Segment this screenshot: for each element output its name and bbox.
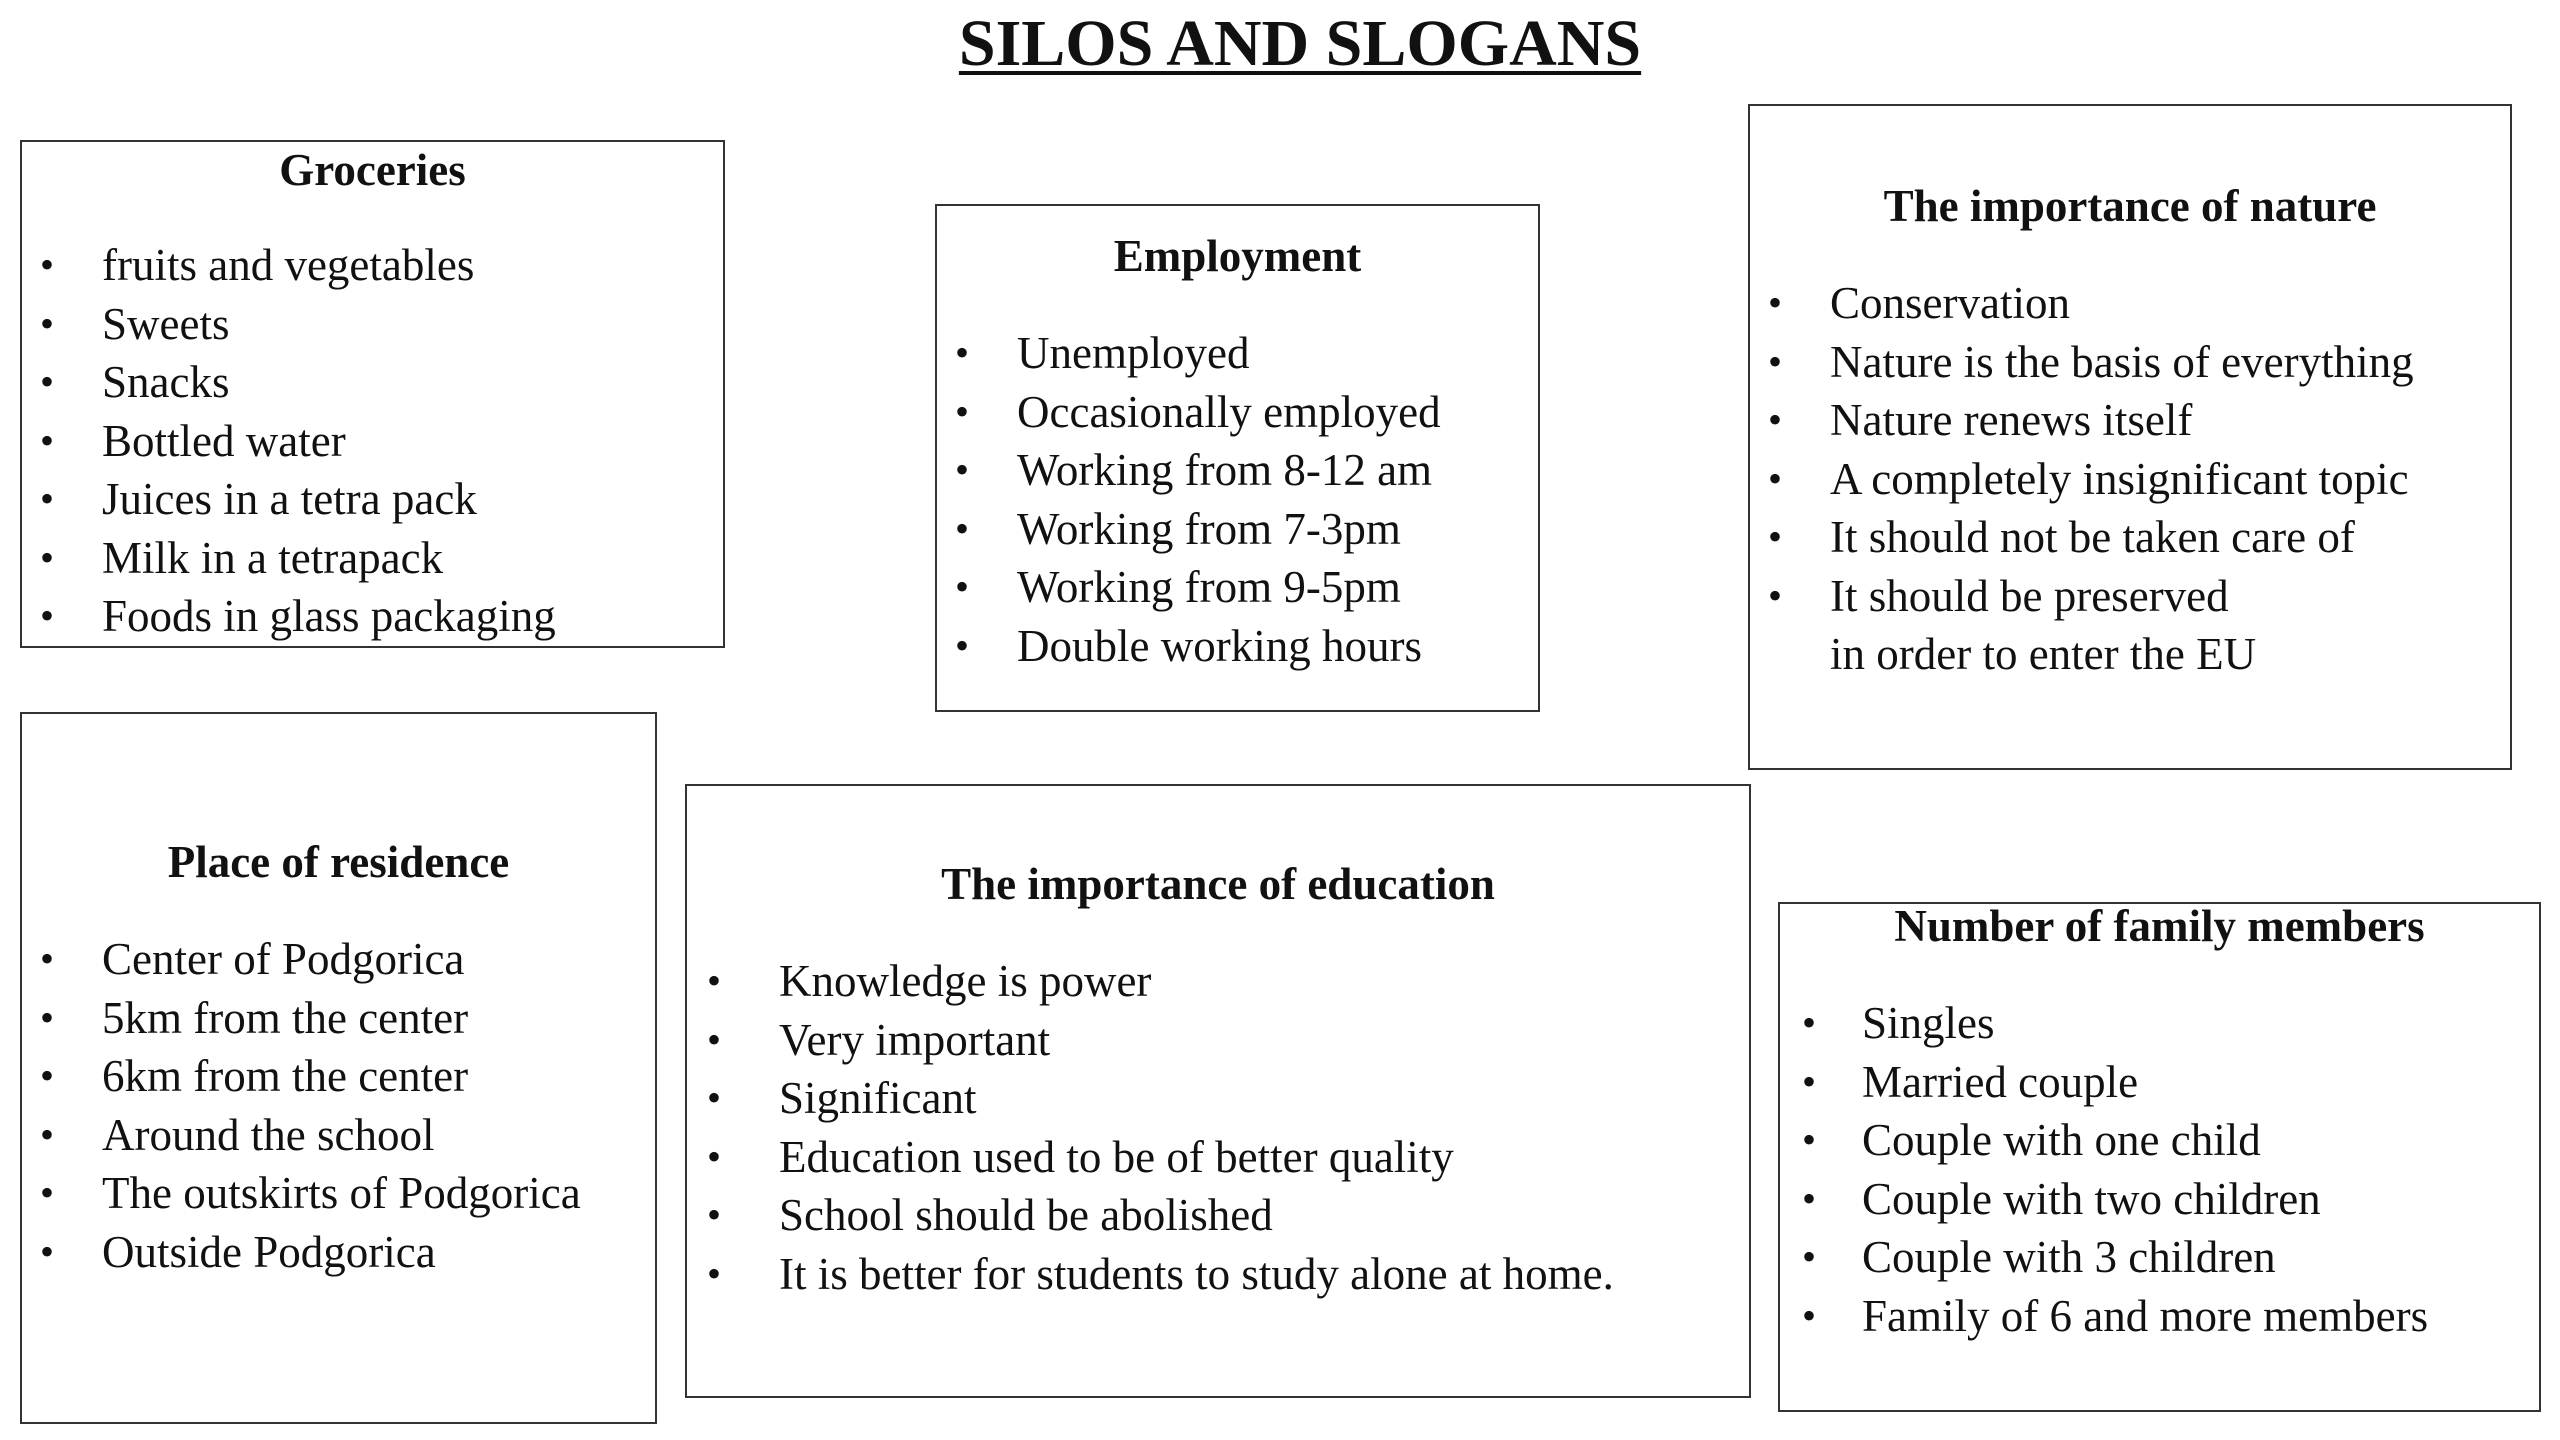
list-item-text: Family of 6 and more members (1862, 1290, 2429, 1341)
bullet-icon: • (40, 593, 55, 638)
list-item-text: Sweets (102, 298, 230, 349)
bullet-icon: • (40, 300, 55, 346)
bullet-icon: • (1768, 397, 1783, 442)
family-box (1778, 902, 2541, 1412)
list-item (1750, 508, 2510, 567)
education-list (687, 952, 1749, 1303)
list-item (22, 587, 723, 646)
list-item-text: Snacks (102, 357, 230, 407)
bullet-icon: • (1768, 338, 1783, 384)
list-item (687, 952, 1749, 1011)
bullet-icon: • (1802, 1058, 1817, 1104)
bullet-icon: • (955, 447, 970, 492)
list-item-text: Working from 7-3pm (1017, 503, 1401, 554)
employment-title: Employment (1113, 231, 1362, 281)
list-item-text: fruits and vegetables (102, 240, 475, 290)
list-item (687, 1128, 1749, 1187)
list-item-text: Working from 8-12 am (1017, 445, 1433, 495)
bullet-icon: • (707, 1075, 722, 1120)
list-item-text: Occasionally employed (1017, 386, 1441, 437)
list-item (1780, 1111, 2539, 1170)
list-item (937, 500, 1538, 559)
employment-box (935, 204, 1540, 712)
list-item (22, 470, 723, 529)
list-item-text: Bottled water (102, 415, 346, 466)
bullet-icon: • (40, 1053, 55, 1098)
list-item (22, 353, 723, 412)
list-item (22, 930, 655, 989)
nature-list (1750, 274, 2510, 684)
list-item-text: Milk in a tetrapack (102, 532, 444, 583)
list-item-text: Center of Podgorica (102, 934, 465, 984)
bullet-icon: • (707, 1016, 722, 1062)
bullet-icon: • (40, 1228, 55, 1274)
nature-box (1748, 104, 2512, 770)
bullet-icon: • (707, 1250, 722, 1296)
bullet-icon: • (955, 564, 970, 609)
bullet-icon: • (1802, 1117, 1817, 1162)
list-item-text: 5km from the center (102, 992, 469, 1043)
list-item-text: Nature is the basis of everything (1830, 336, 2414, 387)
list-item-text: Couple with 3 children (1862, 1232, 2276, 1282)
list-item-text: It should not be taken care of (1830, 512, 2355, 562)
residence-title: Place of residence (167, 837, 510, 887)
list-item-text: Education used to be of better quality (779, 1131, 1454, 1182)
list-item-text: Significant (779, 1073, 977, 1123)
bullet-icon: • (707, 1192, 722, 1237)
list-item (1750, 333, 2510, 392)
list-item (1780, 1170, 2539, 1229)
list-item (687, 1069, 1749, 1128)
list-item (22, 529, 723, 588)
family-title: Number of family members (1894, 901, 2425, 951)
list-item-text: Conservation (1830, 278, 2070, 328)
list-item (22, 1164, 655, 1223)
list-item (22, 295, 723, 354)
bullet-icon: • (40, 417, 55, 463)
list-item (937, 617, 1538, 676)
bullet-icon: • (1802, 1000, 1817, 1045)
list-item-text: A completely insignificant topic (1830, 453, 2409, 504)
list-item-text: 6km from the center (102, 1051, 469, 1101)
list-item (22, 412, 723, 471)
list-item-text: Couple with one child (1862, 1115, 2261, 1165)
bullet-icon: • (40, 936, 55, 981)
list-item (1780, 1228, 2539, 1287)
list-item-text: Very important (779, 1014, 1051, 1065)
list-item (937, 441, 1538, 500)
list-item-text: School should be abolished (779, 1190, 1273, 1240)
bullet-icon: • (955, 505, 970, 551)
list-item-text: Outside Podgorica (102, 1226, 436, 1277)
list-item-text: Singles (1862, 998, 1995, 1048)
residence-box (20, 712, 657, 1424)
list-item-text: Double working hours (1017, 620, 1422, 671)
bullet-icon: • (40, 1111, 55, 1157)
bullet-icon: • (1802, 1175, 1817, 1221)
list-item (937, 558, 1538, 617)
list-item (937, 383, 1538, 442)
list-item-text: Married couple (1862, 1056, 2139, 1107)
list-item (687, 1011, 1749, 1070)
education-box (685, 784, 1751, 1398)
list-item (937, 324, 1538, 383)
bullet-icon: • (40, 359, 55, 404)
list-item-text: It should be preserved (1830, 570, 2229, 621)
employment-list (937, 324, 1538, 675)
list-item (22, 1106, 655, 1165)
bullet-icon: • (1768, 455, 1783, 501)
residence-list (22, 930, 655, 1281)
list-item (22, 236, 723, 295)
list-item (22, 1223, 655, 1282)
list-item (687, 1245, 1749, 1304)
bullet-icon: • (707, 958, 722, 1003)
list-item (22, 1047, 655, 1106)
list-item (1750, 567, 2510, 684)
list-item (1780, 1287, 2539, 1346)
list-item (1780, 1053, 2539, 1112)
list-item-text: Juices in a tetra pack (102, 474, 477, 524)
list-item-text: Nature renews itself (1830, 395, 2193, 445)
bullet-icon: • (40, 994, 55, 1040)
bullet-icon: • (707, 1133, 722, 1179)
bullet-icon: • (1768, 280, 1783, 325)
list-item-text: Knowledge is power (779, 956, 1152, 1006)
bullet-icon: • (40, 1170, 55, 1215)
list-item-text: Working from 9-5pm (1017, 562, 1401, 612)
bullet-icon: • (40, 534, 55, 580)
bullet-icon: • (40, 476, 55, 521)
list-item (1750, 274, 2510, 333)
family-list (1780, 994, 2539, 1345)
page-title: SILOS AND SLOGANS (958, 7, 1642, 80)
list-item-text: Around the school (102, 1109, 435, 1160)
list-item-text: It is better for students to study alone at home. (779, 1248, 1614, 1299)
list-item-text: The outskirts of Podgorica (102, 1168, 581, 1218)
bullet-icon: • (955, 622, 970, 668)
education-title: The importance of education (941, 859, 1495, 909)
list-item-text: Couple with two children (1862, 1173, 2321, 1224)
groceries-title: Groceries (279, 145, 466, 195)
groceries-box (20, 140, 725, 648)
list-item (22, 989, 655, 1048)
list-item-text: Unemployed (1017, 328, 1250, 378)
list-item-text: Foods in glass packaging (102, 591, 556, 641)
bullet-icon: • (40, 242, 55, 287)
nature-title: The importance of nature (1883, 181, 2377, 231)
list-item (687, 1186, 1749, 1245)
list-item-continuation: in order to enter the EU (1830, 629, 2257, 679)
bullet-icon: • (1768, 572, 1783, 618)
bullet-icon: • (1802, 1234, 1817, 1279)
bullet-icon: • (955, 388, 970, 434)
bullet-icon: • (955, 330, 970, 375)
list-item (1750, 391, 2510, 450)
bullet-icon: • (1802, 1292, 1817, 1338)
list-item (1750, 450, 2510, 509)
list-item (1780, 994, 2539, 1053)
groceries-list (22, 236, 723, 646)
bullet-icon: • (1768, 514, 1783, 559)
